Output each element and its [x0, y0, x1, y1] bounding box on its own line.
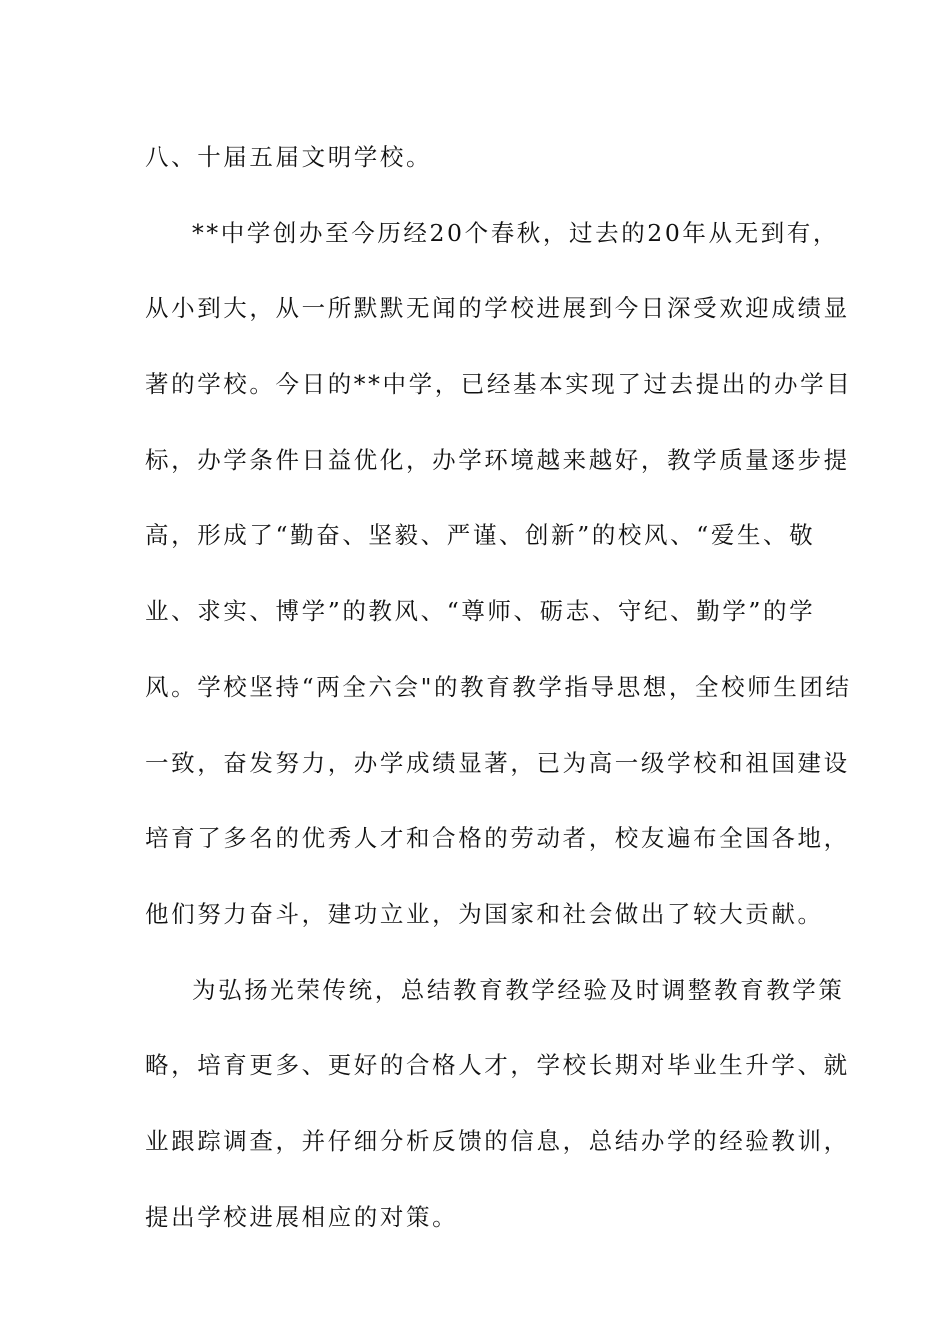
text-line: 业跟踪调查，并仔细分析反馈的信息，总结办学的经验教训，	[145, 1126, 850, 1155]
text-line: 高，形成了“勤奋、坚毅、严谨、创新”的校风、“爱生、敬	[145, 521, 816, 550]
text-line: 业、求实、博学”的教风、“尊师、砺志、守纪、勤学”的学	[145, 597, 816, 626]
document-body	[145, 120, 853, 1255]
text-line: 标，办学条件日益优化，办学环境越来越好，教学质量逐步提	[145, 445, 850, 474]
text-line: 他们努力奋斗，建功立业，为国家和社会做出了较大贡献。	[145, 899, 824, 928]
text-line: 从小到大，从一所默默无闻的学校进展到今日深受欢迎成绩显	[145, 294, 850, 323]
text-line: 八、十届五届文明学校。	[145, 143, 433, 171]
text-line: **中学创办至今历经20个春秋，过去的20年从无到有，	[192, 218, 840, 247]
text-line: 培育了多名的优秀人才和合格的劳动者，校友遍布全国各地，	[145, 824, 850, 853]
text-line: 为弘扬光荣传统，总结教育教学经验及时调整教育教学策	[192, 975, 845, 1004]
text-line: 一致，奋发努力，办学成绩显著，已为高一级学校和祖国建设	[145, 748, 850, 777]
text-line: 风。学校坚持“两全六会"的教育教学指导思想，全校师生团结	[145, 672, 852, 701]
text-line: 著的学校。今日的**中学，已经基本实现了过去提出的办学目	[145, 370, 853, 399]
text-line: 略，培育更多、更好的合格人才，学校长期对毕业生升学、就	[145, 1051, 850, 1080]
text-line: 提出学校进展相应的对策。	[145, 1202, 459, 1231]
